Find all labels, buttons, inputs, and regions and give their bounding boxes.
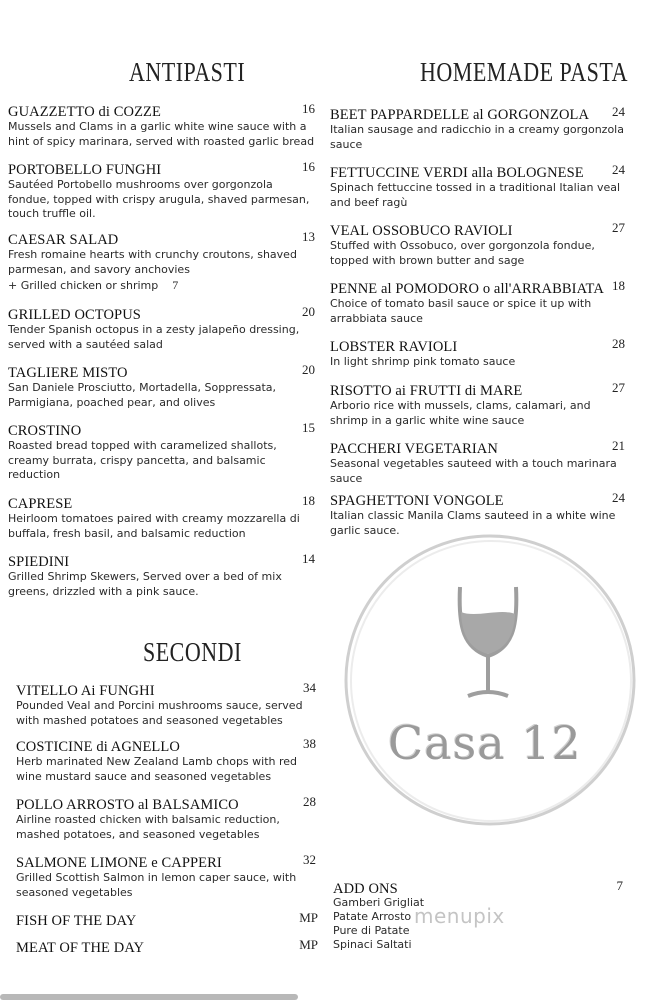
menu-item: [330, 220, 625, 268]
item-price: 16: [302, 101, 315, 116]
menu-item: [16, 794, 316, 842]
item-description: Italian sausage and radicchio in a creamy gorgonzola sauce: [330, 123, 624, 151]
item-description: Roasted bread topped with caramelized shallots, creamy burrata, crispy pancetta, and balsamic reduction: [8, 439, 277, 481]
extra-price: 7: [172, 278, 179, 292]
item-description: In light shrimp pink tomato sauce: [330, 355, 516, 368]
wine-glass-icon: [460, 587, 517, 696]
item-price: 27: [612, 220, 625, 235]
item-description: Arborio rice with mussels, clams, calamari, and shrimp in a garlic white wine sauce: [330, 399, 591, 427]
item-name: LOBSTER RAVIOLI: [330, 339, 458, 355]
item-description: Herb marinated New Zealand Lamb chops with red wine mustard sauce and seasoned vegetables: [16, 755, 298, 783]
item-name: PENNE al POMODORO o all'ARRABBIATA: [330, 281, 604, 297]
item-name: POLLO ARROSTO al BALSAMICO: [16, 797, 239, 813]
item-price: 20: [302, 304, 315, 319]
item-description: Fresh romaine hearts with crunchy croutons, shaved parmesan, and savory anchovies: [8, 248, 297, 276]
item-description: San Daniele Prosciutto, Mortadella, Soppressata, Parmigiana, poached pear, and olives: [8, 381, 276, 409]
item-extra: [8, 278, 315, 293]
menu-item: [330, 104, 625, 152]
scrollbar[interactable]: [0, 994, 298, 1000]
menu-item: [8, 420, 315, 483]
item-price: 18: [302, 493, 315, 508]
item-name: GUAZZETTO di COZZE: [8, 104, 161, 120]
menu-item: [330, 162, 625, 210]
item-description: Airline roasted chicken with balsamic reduction, mashed potatoes, and seasoned vegetables: [16, 813, 280, 841]
item-price: 24: [612, 490, 625, 505]
item-price: MP: [299, 910, 318, 925]
extra-label: + Grilled chicken or shrimp: [8, 279, 159, 292]
item-name: PORTOBELLO FUNGHI: [8, 162, 162, 178]
menu-item: [330, 438, 625, 486]
item-name: SALMONE LIMONE e CAPPERI: [16, 855, 222, 871]
homemade-pasta-title: HOMEMADE PASTA: [420, 56, 628, 88]
item-price: 24: [612, 162, 625, 177]
item-price: 16: [302, 159, 315, 174]
item-name: FETTUCCINE VERDI alla BOLOGNESE: [330, 165, 584, 181]
item-description: Seasonal vegetables sauteed with a touch marinara sauce: [330, 457, 617, 485]
item-price: 14: [302, 551, 315, 566]
item-price: 20: [302, 362, 315, 377]
item-description: Choice of tomato basil sauce or spice it up with arrabbiata sauce: [330, 297, 592, 325]
item-name: CROSTINO: [8, 423, 82, 439]
menu-item: [16, 852, 316, 900]
item-description: Grilled Shrimp Skewers, Served over a bed of mix greens, drizzled with a pink sauce.: [8, 570, 282, 598]
item-description: Stuffed with Ossobuco, over gorgonzola fondue, topped with brown butter and sage: [330, 239, 595, 267]
item-name: CAPRESE: [8, 496, 73, 512]
item-description: Sautéed Portobello mushrooms over gorgonzola fondue, topped with crispy arugula, shaved parmesan, touch truffle oil.: [8, 178, 310, 220]
item-name: BEET PAPPARDELLE al GORGONZOLA: [330, 107, 590, 123]
item-price: 15: [302, 420, 315, 435]
item-description: Mussels and Clams in a garlic white wine sauce with a hint of spicy marinara, served with roasted garlic bread: [8, 120, 315, 148]
antipasti-title: ANTIPASTI: [129, 56, 246, 88]
item-description: Italian classic Manila Clams sauteed in a white wine garlic sauce.: [330, 509, 616, 537]
item-name: PACCHERI VEGETARIAN: [330, 441, 498, 457]
item-price: 27: [612, 380, 625, 395]
item-description: Spinach fettuccine tossed in a traditional Italian veal and beef ragù: [330, 181, 621, 209]
menu-item: [8, 229, 315, 293]
logo-ring-inner: [351, 541, 631, 821]
item-price: 21: [612, 438, 625, 453]
item-description: Grilled Scottish Salmon in lemon caper sauce, with seasoned vegetables: [16, 871, 297, 899]
item-price: 32: [303, 852, 316, 867]
list-item: Pure di Patate: [333, 924, 410, 937]
item-description: Heirloom tomatoes paired with creamy mozzarella di buffala, fresh basil, and balsamic reduction: [8, 512, 300, 540]
menu-item: [16, 937, 318, 955]
item-price: 24: [612, 104, 625, 119]
menu-item: [330, 278, 625, 326]
menu-item: [16, 680, 316, 728]
item-name: FISH OF THE DAY: [16, 913, 137, 929]
item-name: RISOTTO ai FRUTTI di MARE: [330, 383, 523, 399]
item-name: CAESAR SALAD: [8, 232, 119, 248]
menu-item: [8, 551, 315, 599]
logo-emblem: [340, 530, 640, 830]
item-price: 34: [303, 680, 316, 695]
item-name: GRILLED OCTOPUS: [8, 307, 141, 323]
item-price: 18: [612, 278, 625, 293]
menu-item: [8, 101, 315, 149]
item-name: TAGLIERE MISTO: [8, 365, 128, 381]
item-name: COSTICINE di AGNELLO: [16, 739, 180, 755]
item-description: Tender Spanish octopus in a zesty jalapeño dressing, served with a sautéed salad: [8, 323, 300, 351]
add-ons-title: ADD ONS: [333, 881, 398, 897]
menu-item: [8, 304, 315, 352]
item-name: SPAGHETTONI VONGOLE: [330, 493, 504, 509]
menu-item: [330, 336, 625, 370]
item-price: MP: [299, 937, 318, 952]
menu-item: [16, 910, 318, 928]
menu-item: [8, 159, 315, 222]
logo-text: Casa 12: [388, 716, 582, 770]
item-name: VEAL OSSOBUCO RAVIOLI: [330, 223, 513, 239]
item-name: SPIEDINI: [8, 554, 70, 570]
item-price: 13: [302, 229, 315, 244]
item-name: VITELLO Ai FUNGHI: [16, 683, 155, 699]
item-price: 38: [303, 736, 316, 751]
list-item: Gamberi Grigliat: [333, 896, 425, 909]
watermark: menupix: [414, 904, 505, 928]
menu-item: [330, 380, 625, 428]
add-ons-price: 7: [616, 878, 623, 893]
secondi-title: SECONDI: [143, 636, 242, 668]
item-description: Pounded Veal and Porcini mushrooms sauce, served with mashed potatoes and seasoned vegetables: [16, 699, 303, 727]
item-price: 28: [303, 794, 316, 809]
item-name: MEAT OF THE DAY: [16, 940, 145, 956]
menu-item: [16, 736, 316, 784]
item-price: 28: [612, 336, 625, 351]
menu-item: [8, 493, 315, 541]
list-item: Patate Arrosto: [333, 910, 412, 923]
menu-item: [8, 362, 315, 410]
list-item: Spinaci Saltati: [333, 938, 412, 951]
